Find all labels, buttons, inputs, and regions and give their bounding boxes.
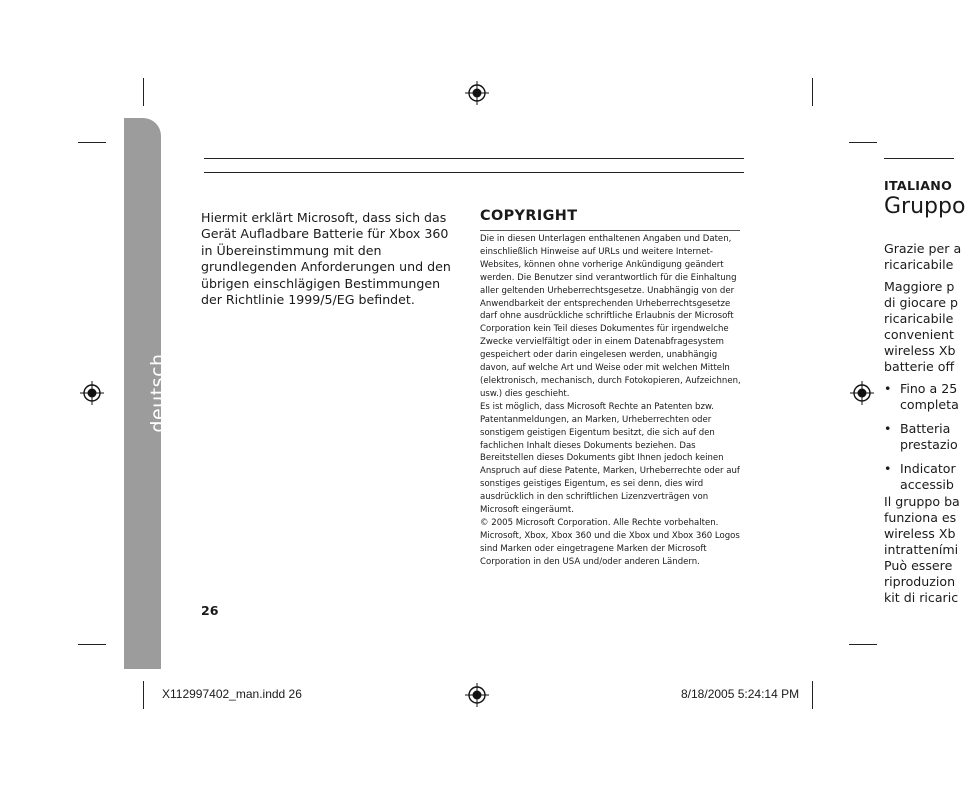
registration-mark-top-icon [465, 81, 489, 105]
bullet-icon: • [884, 421, 892, 436]
right-outro-line: Il gruppo ba [884, 494, 960, 509]
declaration-paragraph: Hiermit erklärt Microsoft, dass sich das Gerät Aufladbare Batterie für Xbox 360 in Übereinstimmung mit den grundlegenden Anforderungen und den übrigen einschlägigen Bestimmungen der Richtlinie 1999/5/EG befindet. [201, 210, 451, 308]
list-item [884, 381, 964, 413]
header-rule-bottom [204, 172, 744, 173]
right-para-line: batterie off [884, 359, 955, 374]
list-item-line: completa [900, 397, 959, 412]
crop-mark-left-top [143, 78, 144, 106]
copyright-paragraph: Microsoft, Xbox, Xbox 360 und die Xbox und Xbox 360 Logos sind Marken oder eingetragene Marken der Microsoft Corporation in den USA und/oder anderen Ländern. [480, 530, 740, 567]
right-bullet-list [884, 381, 964, 501]
right-para-line: convenient [884, 327, 954, 342]
right-header-rule [884, 158, 954, 159]
copyright-paragraph: Es ist möglich, dass Microsoft Rechte an Patenten bzw. Patentanmeldungen, an Marken, Urheberrechten oder sonstigem geistigen Eigentum besitzt, die sich auf den fachlichen Inhalt dieses Dokuments beziehen. Das Bereitstellen dieses Dokuments gibt Ihnen jedoch keinen Anspruch auf diese Patente, Marken, Urheberrechte oder auf sonstiges geistiges Eigentum, es sei denn, dies wird ausdrücklich in den schriftlichen Lizenzverträgen von Microsoft eingeräumt. [480, 401, 740, 516]
registration-mark-right-icon [850, 381, 874, 405]
right-intro-line: ricaricabile [884, 257, 954, 272]
crop-mark-bottom-left [78, 644, 106, 645]
right-page-title: Gruppo [884, 194, 965, 219]
right-para-line: Maggiore p [884, 279, 955, 294]
bullet-icon: • [884, 461, 892, 476]
right-intro-line: Grazie per a [884, 241, 962, 256]
right-outro-line: funziona es [884, 510, 957, 525]
list-item [884, 421, 964, 453]
right-para-line: ricaricabile [884, 311, 954, 326]
list-item-line: Indicator [900, 461, 956, 476]
bullet-icon: • [884, 381, 892, 396]
side-tab-label: deutsch [147, 353, 169, 433]
list-item-line: Batteria [900, 421, 951, 436]
right-outro-line: riproduzion [884, 574, 956, 589]
list-item-line: Fino a 25 [900, 381, 958, 396]
crop-mark-right-bottom [812, 681, 813, 709]
copyright-heading: COPYRIGHT [480, 208, 578, 224]
right-para-line: di giocare p [884, 295, 958, 310]
header-rule-top [204, 158, 744, 159]
right-outro-line: Può essere [884, 558, 953, 573]
footer-filename: X112997402_man.indd 26 [162, 687, 302, 701]
right-outro-line: kit di ricaric [884, 590, 959, 605]
registration-mark-bottom-icon [465, 683, 489, 707]
crop-mark-bottom-right [849, 644, 877, 645]
copyright-paragraph: © 2005 Microsoft Corporation. Alle Rechte vorbehalten. [480, 517, 719, 528]
copyright-paragraph: Die in diesen Unterlagen enthaltenen Angaben und Daten, einschließlich Hinweise auf URLs und weitere Internet-Websites, können ohne vorherige Ankündigung geändert werden. Die Benutzer sind verantwortlich für die Einhaltung aller geltenden Urheberrechtsgesetze. Unabhängig von der Anwendbarkeit der entsprechenden Urheberrechtsgesetze darf ohne ausdrückliche schriftliche Erlaubnis der Microsoft Corporation kein Teil dieses Dokumentes für irgendwelche Zwecke vervielfältigt oder in einem Datenabfragesystem gespeichert oder darin eingelesen werden, unabhängig davon, auf welche Art und Weise oder mit welchen Mitteln (elektronisch, mechanisch, durch Fotokopieren, Aufzeichnen, usw.) dies geschieht. [480, 234, 741, 399]
right-section-label: ITALIANO [884, 178, 953, 193]
crop-mark-top-left [78, 142, 106, 143]
list-item-line: accessib [900, 477, 954, 492]
list-item [884, 461, 964, 493]
footer-timestamp: 8/18/2005 5:24:14 PM [681, 687, 800, 701]
right-outro-line: wireless Xb [884, 526, 956, 541]
crop-mark-right-top [812, 78, 813, 106]
crop-mark-top-right [849, 142, 877, 143]
registration-mark-left-icon [80, 381, 104, 405]
page-number: 26 [201, 603, 219, 618]
crop-mark-left-bottom [143, 681, 144, 709]
right-para-line: wireless Xb [884, 343, 956, 358]
right-outro-line: intratteními [884, 542, 959, 557]
copyright-body [480, 233, 742, 569]
copyright-rule [480, 230, 740, 231]
list-item-line: prestazio [900, 437, 958, 452]
